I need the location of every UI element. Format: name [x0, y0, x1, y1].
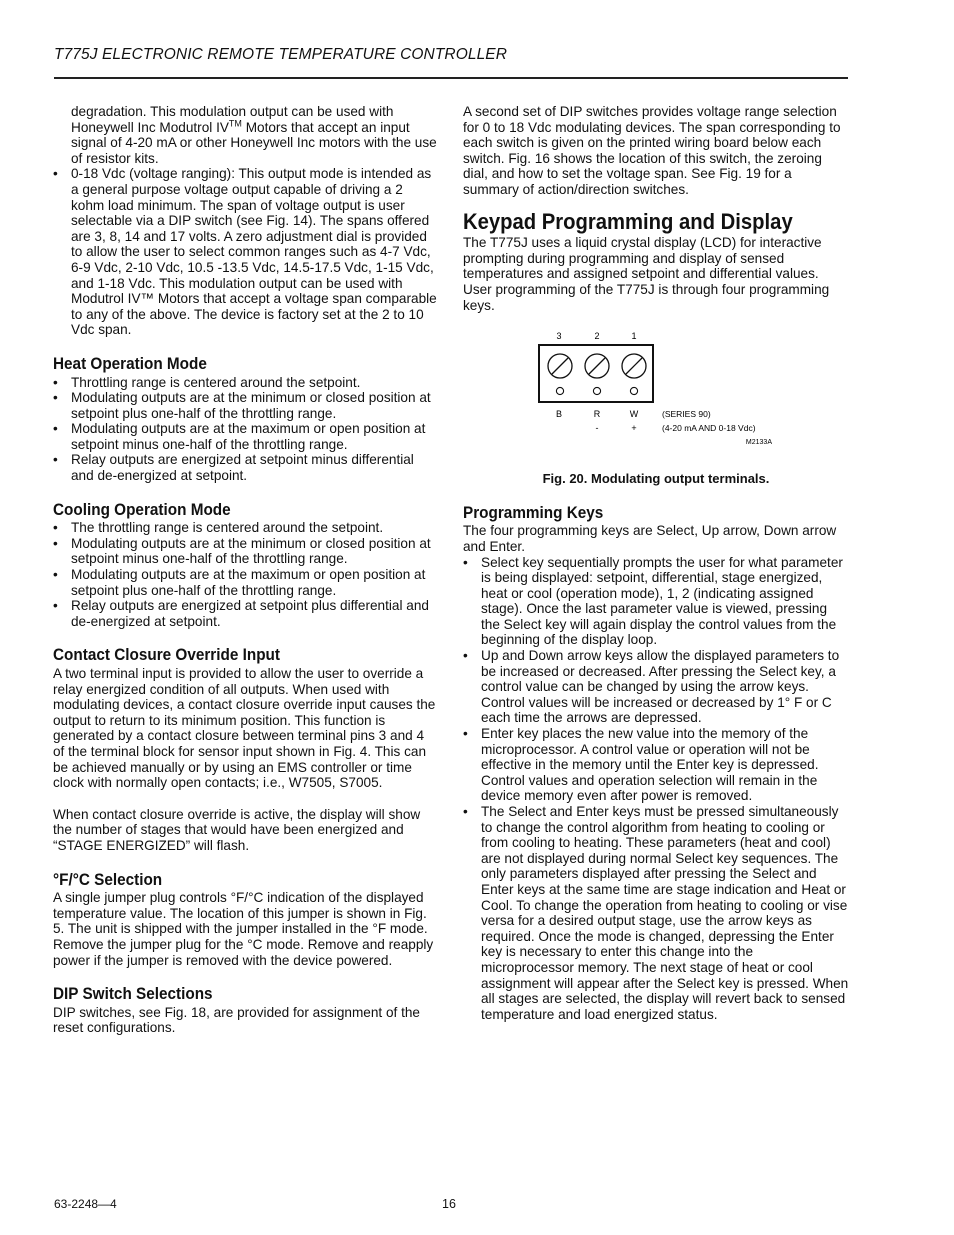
- terminal-screw-icon: [548, 354, 572, 395]
- list-item: • Modulating outputs are at the minimum or closed position at setpoint minus one-half of the throttling range.: [53, 536, 437, 567]
- right-column: [463, 104, 849, 1022]
- terminal-label-w: W: [629, 409, 639, 420]
- contact-closure-heading: Contact Closure Override Input: [53, 645, 280, 665]
- list-item: • The Select and Enter keys must be pressed simultaneously to change the control algorithm from heating to cooling or from cooling to heating. These parameters (heat and cool) are not displayed during normal Select key sequences. The only parameters displayed after pressing the Select and Enter keys at the same time are stage indication and Heat or Cool. To change the operation from heating to cooling or vise versa for a desired output stage, use the arrow keys as required. Once the mode is changed, depressing the Enter key is necessary to enter this change into the microprocessor memory. The next stage of heat or cool assignment will appear after the Select key is pressed. When all stages are selected, the display will revert back to sensed temperature and load energized status.: [463, 804, 849, 1022]
- document-number: 63-2248—4: [54, 1197, 117, 1211]
- list-item: • Up and Down arrow keys allow the displayed parameters to be increased or decreased. After pressing the Select key, a control value can be changed by using the arrow keys. Control values will be increased or decreased by 1° F or C each time the arrows are depressed.: [463, 648, 849, 726]
- list-item: • Modulating outputs are at the minimum or closed position at setpoint plus one-half of the throttling range.: [53, 390, 437, 421]
- series-note: (SERIES 90): [662, 409, 711, 420]
- heat-mode-heading: Heat Operation Mode: [53, 353, 207, 373]
- page-number: 16: [442, 1197, 456, 1211]
- terminal-screw-icon: [585, 354, 609, 395]
- plus-sign: +: [631, 423, 637, 434]
- intro-paragraph: degradation. This modulation output can be used with Honeywell Inc Modutrol IV™ Motors that accept an input signal of 4-20 mA or other Honeywell Inc motors with the use of resistor kits.: [71, 104, 437, 166]
- heat-mode-list: [53, 375, 437, 484]
- terminal-label-b: B: [555, 409, 563, 420]
- minus-sign: -: [595, 423, 599, 434]
- cooling-mode-heading: Cooling Operation Mode: [53, 499, 231, 519]
- contact-closure-paragraph-2: When contact closure override is active, the display will show the number of stages that would have been energized and “STAGE ENERGIZED” will flash.: [53, 806, 421, 853]
- terminal-label-r: R: [593, 409, 601, 420]
- fc-selection-heading: °F/°C Selection: [53, 869, 163, 889]
- terminal-diagram: [463, 331, 849, 451]
- programming-keys-heading: Programming Keys: [463, 502, 604, 522]
- fc-selection-paragraph: A single jumper plug controls °F/°C indication of the displayed temperature value. The location of this jumper is shown in Fig. 5. The unit is shipped with the jumper installed in the °F mode. Remove the jumper plug for the °C mode. Remove and reapply power if the jumper is removed with the device powered.: [53, 890, 434, 968]
- list-item: • Enter key places the new value into the memory of the microprocessor. A control value or operation will not be effective in the memory until the Enter key is depressed. Control values and operation selection will remain in the device memory even after power is removed.: [463, 726, 849, 804]
- programming-keys-paragraph: The four programming keys are Select, Up arrow, Down arrow and Enter.: [463, 523, 837, 554]
- contact-closure-paragraph-1: A two terminal input is provided to allow the user to override a relay energized condition of all outputs. When used with modulating devices, a contact closure override input causes the output to return to its minimum position. This function is generated by a contact closure between terminal pins 3 and 4 of the terminal block for sensor input shown in Fig. 4. This can be achieved manually or by using an EMS controller or time clock with normally open contacts; i.e., W7505, S7005.: [53, 666, 436, 791]
- left-column: [53, 104, 437, 1036]
- running-header: T775J ELECTRONIC REMOTE TEMPERATURE CONTROLLER: [54, 46, 508, 63]
- dip-switch-heading: DIP Switch Selections: [53, 984, 213, 1004]
- figure-caption: Fig. 20. Modulating output terminals.: [542, 471, 770, 487]
- keypad-heading: Keypad Programming and Display: [463, 208, 793, 234]
- header-rule: [54, 77, 848, 79]
- list-item: • Modulating outputs are at the maximum or open position at setpoint plus one-half of the throttling range.: [53, 567, 437, 598]
- figure-code: M2133A: [745, 439, 772, 447]
- terminal-number-2: 2: [594, 331, 600, 342]
- dip-voltage-paragraph: A second set of DIP switches provides voltage range selection for 0 to 18 Vdc modulating devices. The span corresponding to each switch is given on the printed wiring board below each switch. Fig. 16 shows the location of this switch, the zeroing dial, and how to set the voltage span. See Fig. 19 for a summary of action/direction switches.: [463, 104, 841, 197]
- list-item: • The throttling range is centered around the setpoint.: [53, 520, 437, 536]
- terminal-screw-icon: [622, 354, 646, 395]
- keypad-paragraph: The T775J uses a liquid crystal display (LCD) for interactive prompting during programming and display of sensed temperatures and assigned setpoint and differential values. User programming of the T775J is through four programming keys.: [463, 235, 830, 313]
- programming-keys-list: [463, 555, 849, 1023]
- signal-note: (4-20 mA AND 0-18 Vdc): [662, 423, 756, 434]
- list-item: • Relay outputs are energized at setpoint minus differential and de-energized at setpoint.: [53, 452, 437, 483]
- list-item: • Select key sequentially prompts the user for what parameter is being displayed: setpoint, differential, stage energized, heat or cool (operation mode), 1, 2 (indicating assigned stage). Once the last parameter value is viewed, pressing the Select key will again display the control values from the beginning of the display loop.: [463, 555, 849, 649]
- trademark-sup: TM: [228, 118, 242, 129]
- terminal-number-1: 1: [631, 331, 637, 342]
- list-item: • Relay outputs are energized at setpoint plus differential and de-energized at setpoint.: [53, 598, 437, 629]
- list-item: • Throttling range is centered around the setpoint.: [53, 375, 437, 391]
- list-item: • 0-18 Vdc (voltage ranging): This output mode is intended as a general purpose voltage output capable of driving a 2 kohm load minimum. The span of voltage output is user selectable via a DIP switch (see Fig. 14). The spans offered are 3, 8, 14 and 17 volts. A zero adjustment dial is provided to allow the user to select common ranges such as 4-7 Vdc, 6-9 Vdc, 2-10 Vdc, 10.5 -13.5 Vdc, 14.5-17.5 Vdc, 1-15 Vdc, and 1-18 Vdc. This modulation output can be used with Modutrol IV™ Motors that accept a voltage span comparable to any of the above. The device is factory set at the 2 to 10 Vdc span.: [53, 166, 437, 338]
- modulating-terminals-figure: [463, 331, 849, 467]
- cooling-mode-list: [53, 520, 437, 629]
- dip-switch-paragraph: DIP switches, see Fig. 18, are provided for assignment of the reset configurations.: [53, 1004, 420, 1036]
- terminal-number-3: 3: [556, 331, 562, 342]
- list-item: • Modulating outputs are at the maximum or open position at setpoint minus one-half of the throttling range.: [53, 421, 437, 452]
- intro-bullet-list: [53, 166, 437, 338]
